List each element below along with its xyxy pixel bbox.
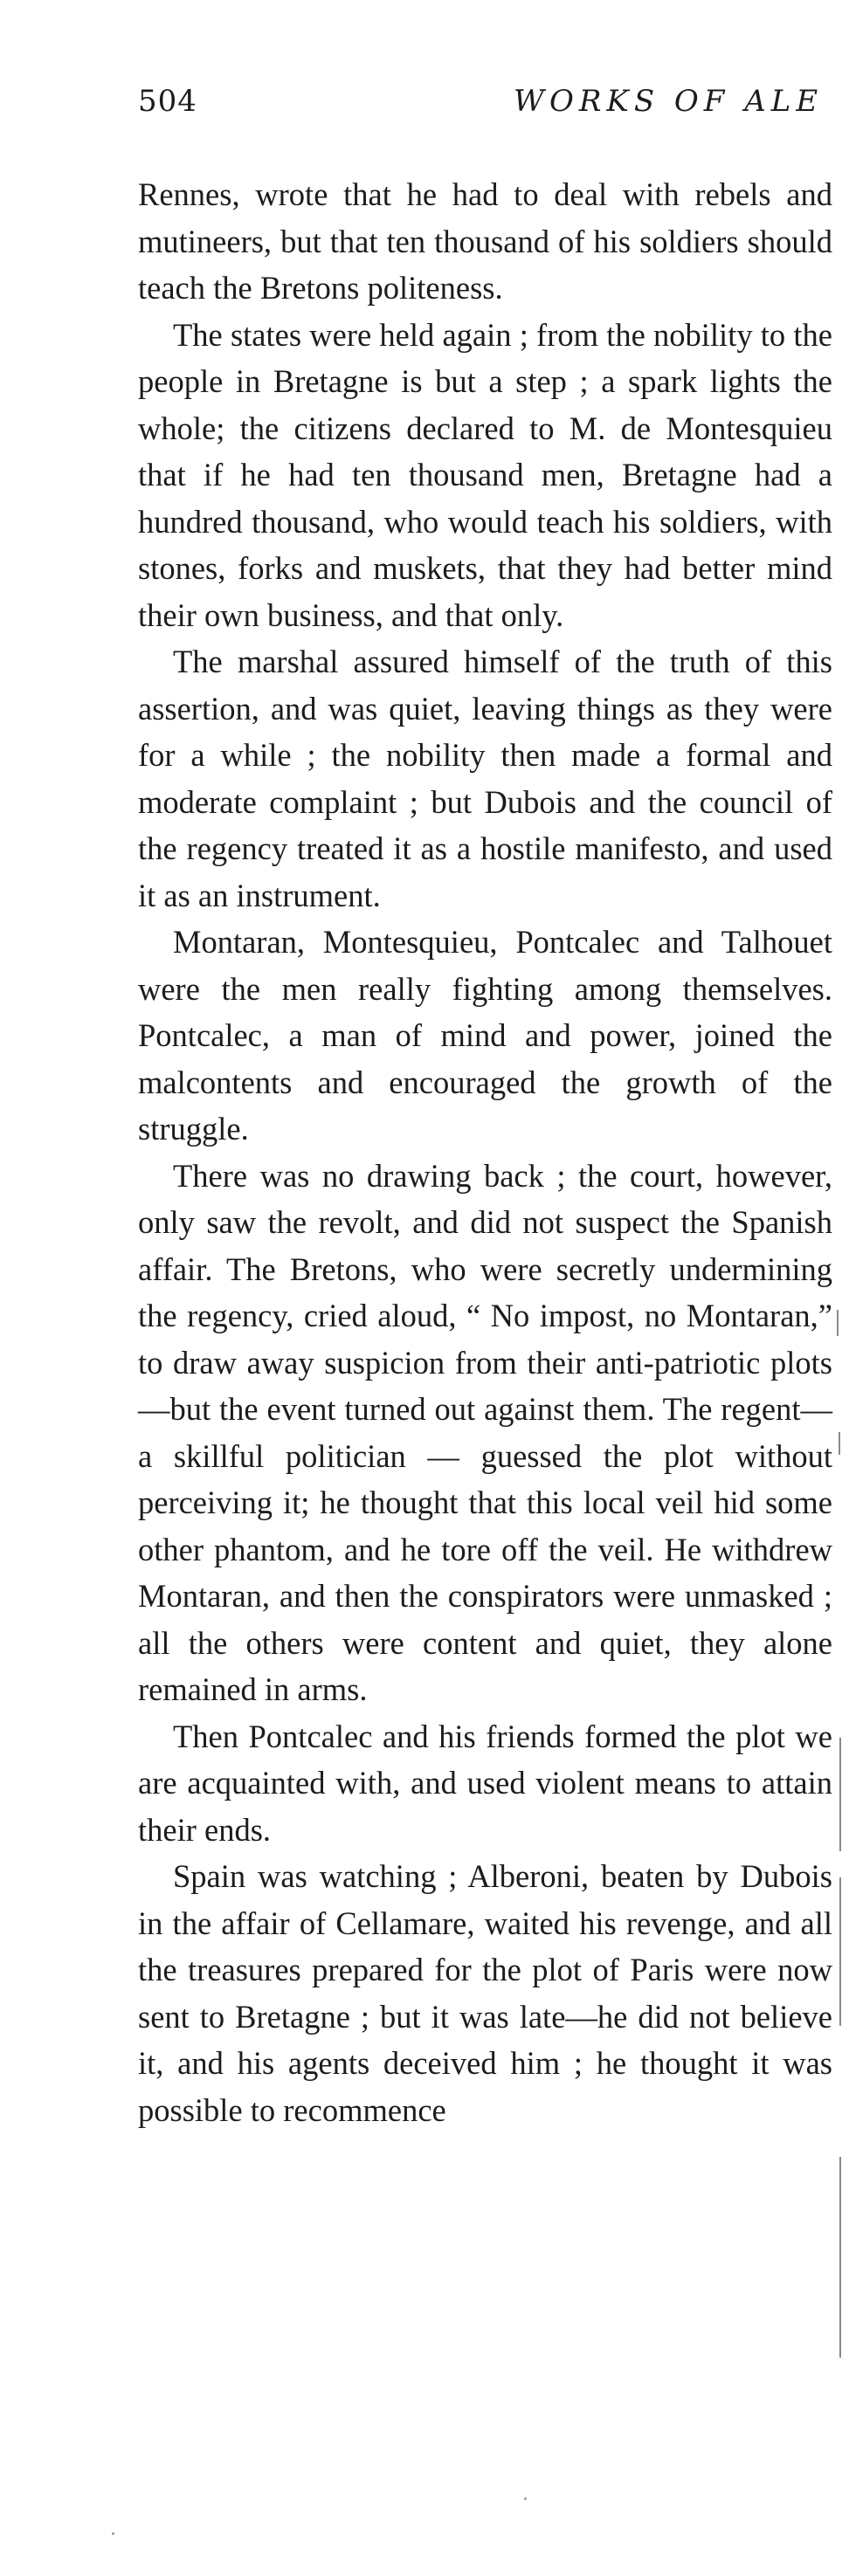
- body-text: [138, 171, 832, 2133]
- scan-edge-mark: [839, 1738, 841, 1851]
- paragraph: Then Pontcalec and his friends formed the plot we are acquainted with, and used violent means to attain their ends.: [138, 1718, 832, 1848]
- scan-edge-mark: [839, 1877, 841, 2026]
- scan-edge-mark: [837, 1310, 839, 1336]
- page-header: [138, 84, 849, 136]
- scan-speck: [112, 2532, 114, 2535]
- scan-edge-mark: [839, 2157, 841, 2358]
- scan-speck: [524, 2497, 527, 2500]
- page-number: 504: [138, 84, 197, 119]
- scan-edge-mark: [839, 1432, 840, 1455]
- running-head: WORKS OF ALE: [514, 84, 824, 119]
- paragraph: Spain was watching ; Alberoni, beaten by Dubois in the affair of Cellamare, waited his revenge, and all the treasures prepared for the plot of Paris were now sent to Bretagne ; but it was late—he did not believe it, and his agents deceived him ; he thought it was possible to recommence: [138, 1858, 832, 2128]
- paragraph: There was no drawing back ; the court, however, only saw the revolt, and did not suspect the Spanish affair. The Bretons, who were secretly undermining the regency, cried aloud, “ No impost, no Montaran,” to draw away suspicion from their anti-patriotic plots—but the event turned out against them. The regent—a skillful politician — guessed the plot without perceiving it; he thought that this local veil hid some other phantom, and he tore off the veil. He withdrew Montaran, and then the conspirators were unmasked ; all the others were content and quiet, they alone remained in arms.: [138, 1157, 832, 1707]
- paragraph: Rennes, wrote that he had to deal with rebels and mutineers, but that ten thousand of his soldiers should teach the Bretons politeness.: [138, 176, 832, 306]
- paragraph: The marshal assured himself of the truth of this assertion, and was quiet, leaving things as they were for a while ; the nobility then made a formal and moderate complaint ; but Dubois and the council of the regency treated it as a hostile manifesto, and used it as an instrument.: [138, 644, 832, 913]
- paragraph: The states were held again ; from the nobility to the people in Bretagne is but a step ; a spark lights the whole; the citizens declared to M. de Montesquieu that if he had ten thousand men, Bretagne had a hundred thousand, who would teach his soldiers, with stones, forks and muskets, that they had better mind their own business, and that only.: [138, 316, 832, 633]
- paragraph: Montaran, Montesquieu, Pontcalec and Talhouet were the men really fighting among themselves. Pontcalec, a man of mind and power, joined the malcontents and encouraged the growth of the struggle.: [138, 924, 832, 1147]
